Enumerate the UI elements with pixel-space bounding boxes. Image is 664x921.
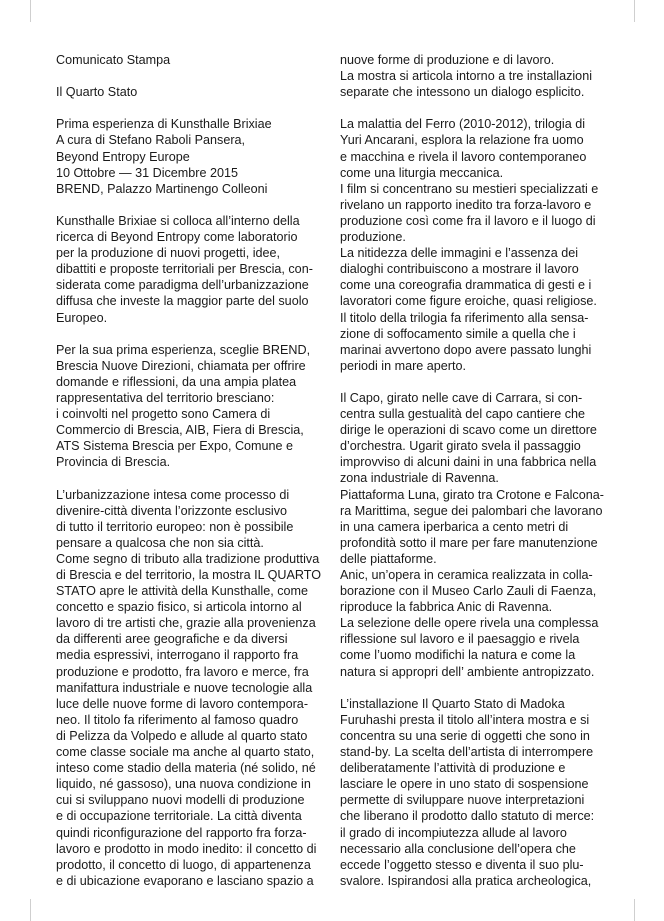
paragraph: Kunsthalle Brixiae si colloca all’interno della ricerca di Beyond Entropy come laboratorio per la produzione di nuovi progetti, idee, dibattiti e proposte territoriali per Brescia, con- siderata come paradigma dell’urbanizzazione diffusa che investe la maggior parte del suolo Europeo. — [56, 213, 313, 325]
paragraph: Per la sua prima esperienza, sceglie BREND, Brescia Nuove Direzioni, chiamata per offrire domande e riflessioni, da una ampia platea rappresentativa del territorio bresciano: i coinvolti nel progetto sono Camera di Commercio di Brescia, AIB, Fiera di Brescia, ATS Sistema Brescia per Expo, Comune e Provincia di Brescia. — [56, 342, 311, 470]
paragraph: L’installazione Il Quarto Stato di Madoka Furuhashi presta il titolo all’intera mostra e si concentra su una serie di oggetti che sono in stand-by. La scelta dell’artista di interrompere deliberatamente l’attività di produzione e lasciare le opere in uno stato di sospensione permette di sviluppare nuove interpretazioni che liberano il prodotto dallo statuto di merce: il grado di incompiutezza allude al lavoro necessario alla conclusione dell’opera che eccede l’oggetto stesso e diventa il suo plu- svalore. Ispirandosi alla pratica archeologica, — [340, 696, 595, 888]
paragraph: La malattia del Ferro (2010-2012), trilogia di Yuri Ancarani, esplora la relazione fra uomo e macchina e rivela il lavoro contemporaneo come una liturgia meccanica. I film si concentrano su mestieri specializzati e rivelano un rapporto inedito tra forza-lavoro e produzione così come fra il lavoro e il luogo di produzione. La nitidezza delle immagini e l’assenza dei dialoghi contribuiscono a mostrare il lavoro come una coreografia drammatica di gesti e i lavoratori come figure eroiche, quasi religiose. Il titolo della trilogia fa riferimento alla sensa- zione di soffocamento simile a quella che i marinai avvertono dopo avere passato lunghi periodi in mare aperto. — [340, 117, 599, 373]
press-release-heading: Comunicato Stampa — [56, 53, 171, 67]
crop-mark-bottom-left — [30, 899, 31, 921]
crop-mark-top-right — [634, 0, 635, 22]
exhibition-title: Il Quarto Stato — [56, 85, 138, 100]
left-column — [56, 52, 326, 889]
paragraph: L’urbanizzazione intesa come processo di divenire-città diventa l’orizzonte esclusivo di tutto il territorio europeo: non è possibile pensare a qualcosa che non sia città. Come segno di tributo alla tradizione produttiva di Brescia e del territorio, la mostra IL QUARTO STATO apre le attività della Kunsthalle, come concetto e spazio fisico, si articola intorno al lavoro di tre artisti che, grazie alla provenienza da differenti aree geografiche e da diversi media espressivi, interrogano il rapporto fra produzione e prodotto, fra lavoro e merce, fra manifattura industriale e nuove tecnologie alla luce delle nuove forme di lavoro contempora- neo. Il titolo fa riferimento al famoso quadro di Pelizza da Volpedo e allude al quarto stato come classe sociale ma anche al quarto stato, inteso come stadio della materia (né solido, né liquido, né gassoso), una nuova condizione in cui si sviluppano nuovi modelli di produzione e di occupazione territoriale. La città diventa quindi riconfigurazione del rapporto fra forza- lavoro e prodotto in modo inedito: il concetto di prodotto, il concetto di luogo, di appartenenza e di ubicazione evaporano e lasciano spazio a — [56, 487, 322, 888]
paragraph: nuove forme di produzione e di lavoro. La mostra si articola intorno a tre installazioni separate che intessono un dialogo esplicito. — [340, 53, 592, 100]
right-column — [340, 52, 614, 889]
paragraph: Il Capo, girato nelle cave di Carrara, si con- centra sulla gestualità del capo cantiere che dirige le operazioni di scavo come un direttore d’orchestra. Ugarit girato svela il passaggio improvviso di alcuni daini in una fabbrica nella zona industriale di Ravenna. Piattaforma Luna, girato tra Crotone e Falcona- ra Marittima, segue dei palombari che lavorano in una camera iperbarica a cento metri di profondità sotto il mare per fare manutenzione delle piattaforme. Anic, un’opera in ceramica realizzata in colla- borazione con il Museo Carlo Zauli di Faenza, riproduce la fabbrica Anic di Ravenna. La selezione delle opere rivela una complessa riflessione sul lavoro e il paesaggio e rivela come l’uomo modifichi la natura e come la natura si appropri dell’ ambiente antropizzato. — [340, 390, 604, 679]
crop-mark-bottom-right — [634, 899, 635, 921]
crop-mark-top-left — [30, 0, 31, 22]
credits-block: Prima esperienza di Kunsthalle Brixiae A cura di Stefano Raboli Pansera, Beyond Entropy Europe 10 Ottobre — 31 Dicembre 2015 BREND, Palazzo Martinengo Colleoni — [56, 117, 272, 196]
